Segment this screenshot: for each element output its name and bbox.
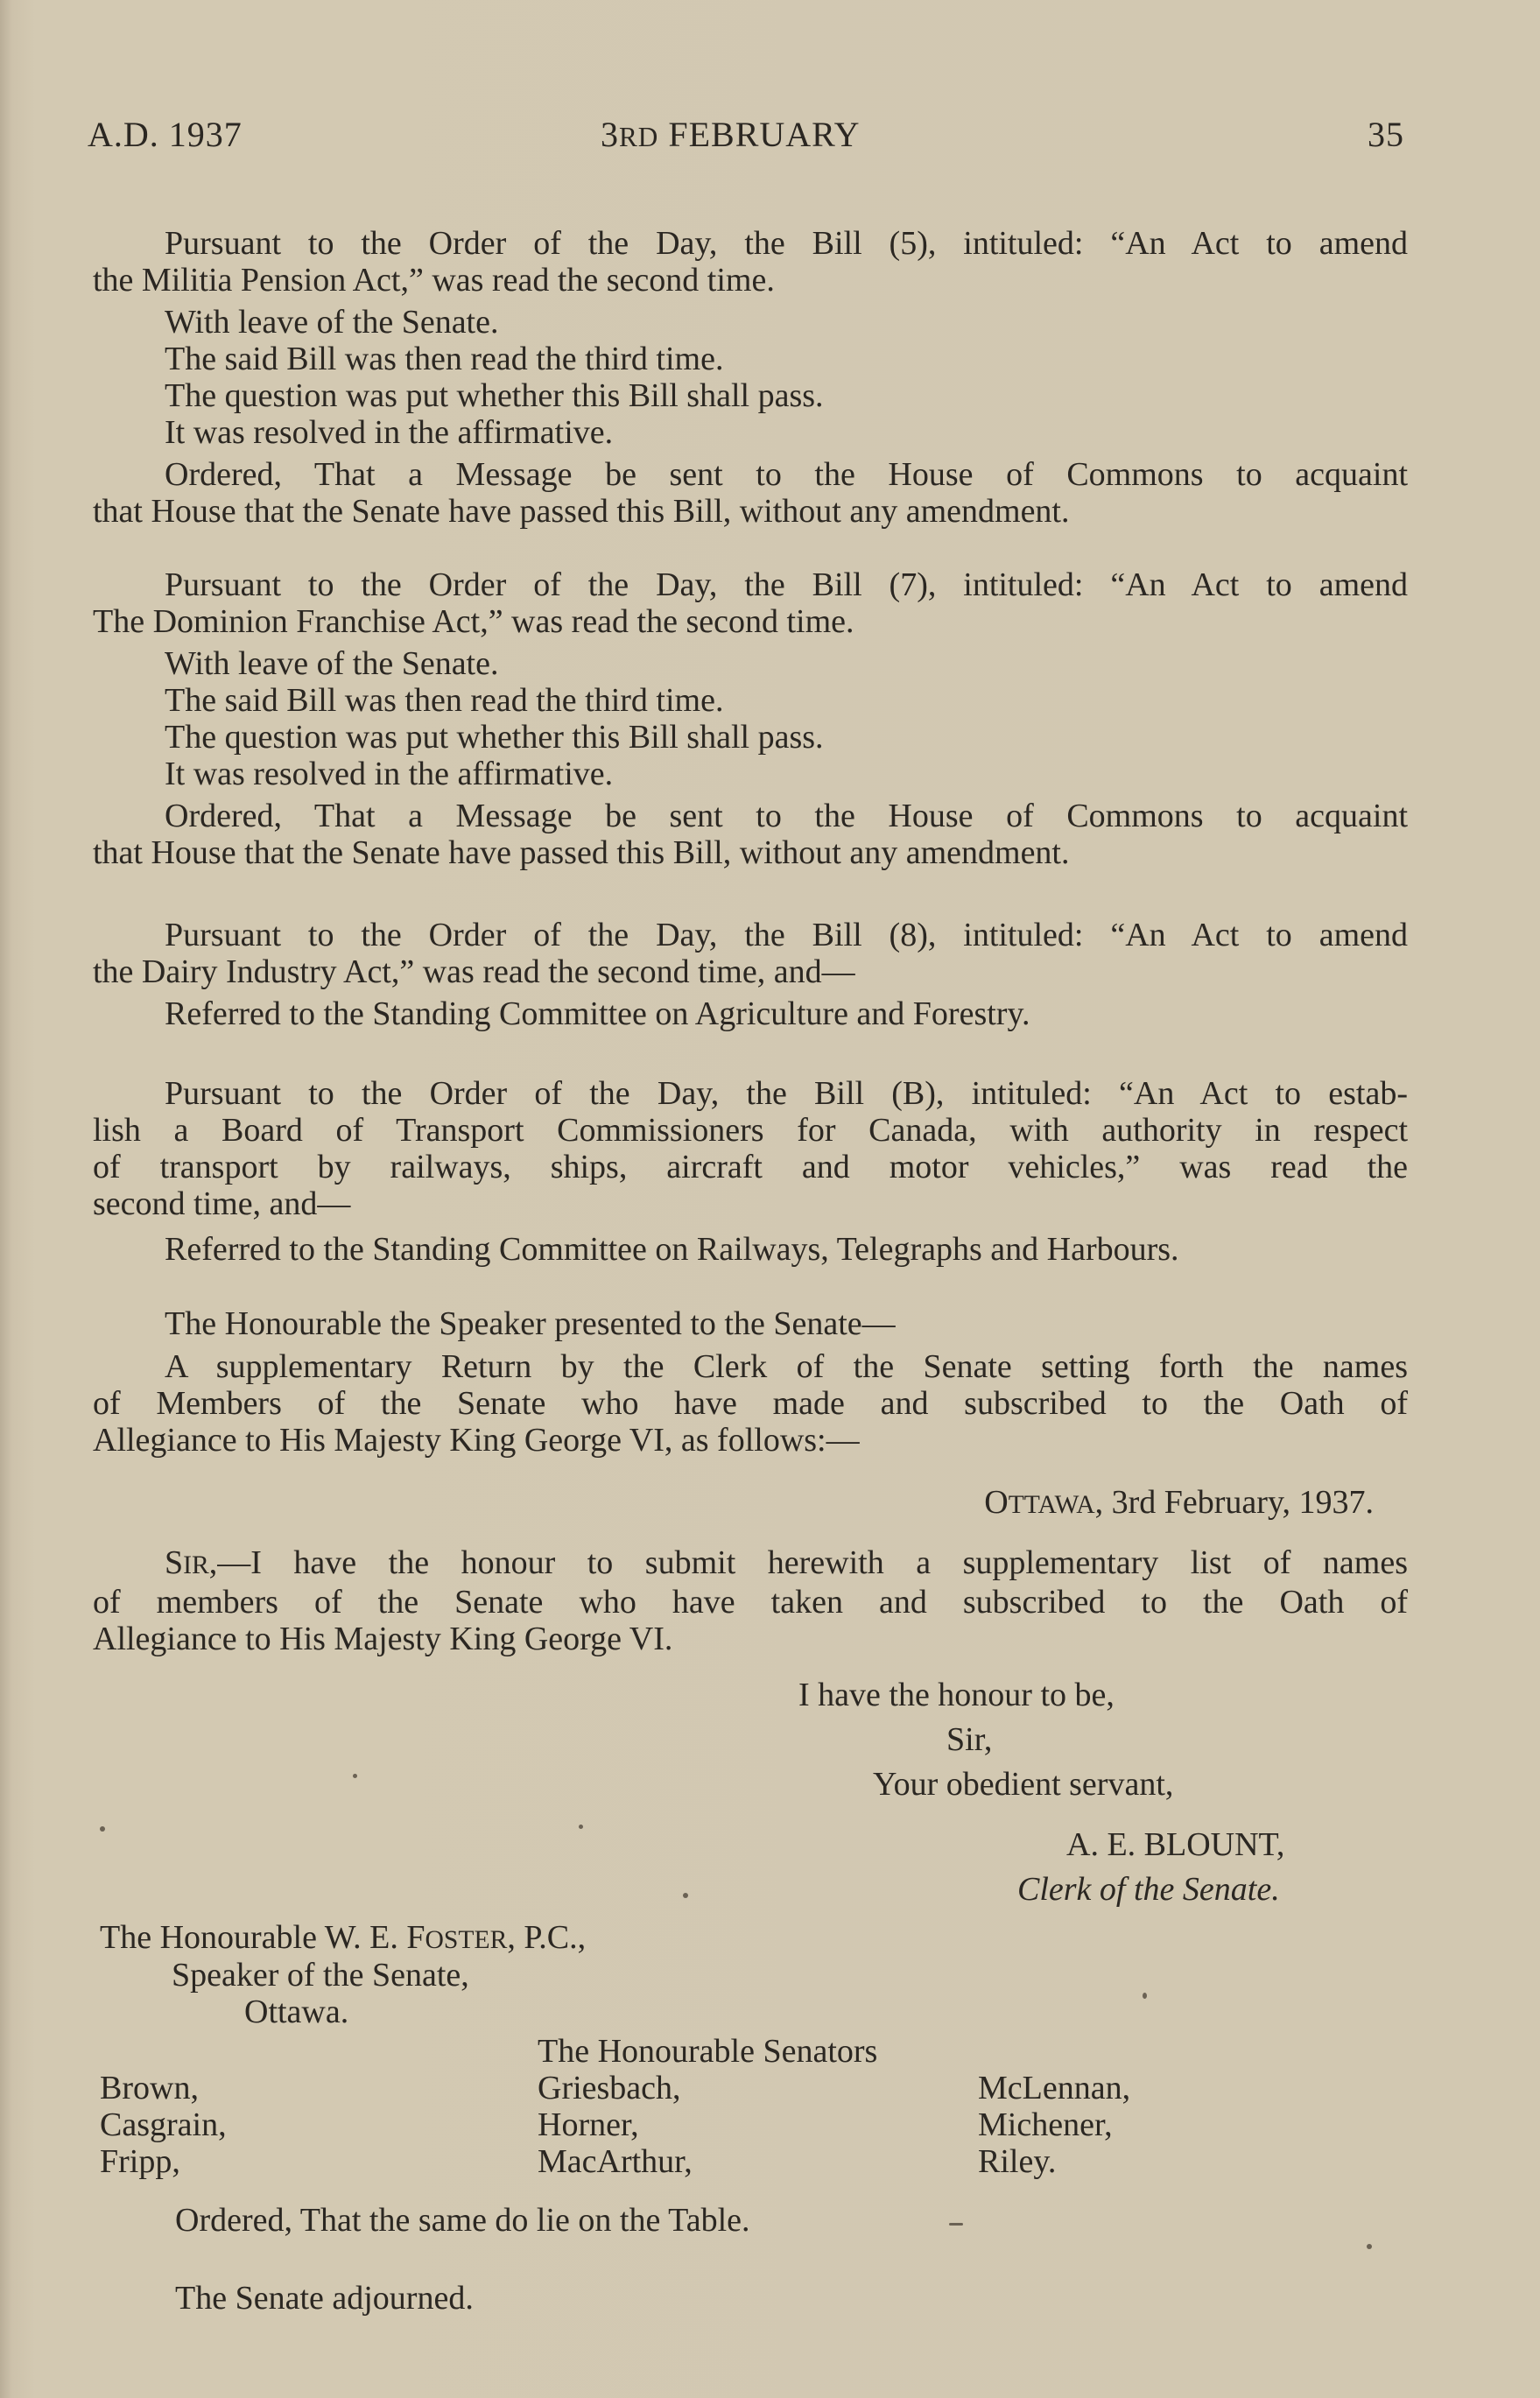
resolved-line: It was resolved in the affirmative. xyxy=(165,414,614,451)
senator-name: McLennan, xyxy=(978,2070,1131,2106)
paper-speck xyxy=(100,1826,105,1832)
table-order: Ordered, That the same do lie on the Table. xyxy=(175,2202,750,2239)
adjournment: The Senate adjourned. xyxy=(175,2280,474,2317)
leave-line: With leave of the Senate. xyxy=(165,645,499,682)
senator-name: Michener, xyxy=(978,2106,1113,2143)
header-year: A.D. 1937 xyxy=(88,115,243,154)
senators-heading: The Honourable Senators xyxy=(538,2033,878,2070)
bill-b-paragraph: Pursuant to the Order of the Day, the Bill (B), intituled: “An Act to estab- lish a Board of Transport Commissioners for Canada, with authority in respect of transport by railways, ships, aircraft and motor vehicles,” was read the second time, and— xyxy=(93,1075,1408,1222)
senator-name: Riley. xyxy=(978,2143,1057,2180)
senator-name: MacArthur, xyxy=(538,2143,693,2180)
committee-referral: Referred to the Standing Committee on Agriculture and Forestry. xyxy=(165,995,1030,1032)
bill-5-paragraph: Pursuant to the Order of the Day, the Bill (5), intituled: “An Act to amend the Militia Pension Act,” was read the second time. xyxy=(93,225,1408,299)
letter-dateline: OTTAWA, 3rd February, 1937. xyxy=(984,1484,1374,1521)
letter-closing-sir: Sir, xyxy=(946,1721,993,1758)
paper-speck xyxy=(949,2223,963,2226)
letter-body: SIR,—I have the honour to submit herewith a supplementary list of names of members of the Senate who have taken and subscribed to the Oath of Allegiance to His Majesty King George VI. xyxy=(93,1544,1408,1657)
signer-title: Clerk of the Senate. xyxy=(1017,1871,1280,1908)
message-order: Ordered, That a Message be sent to the House of Commons to acquaint that House that the Senate have passed this Bill, without any amendment. xyxy=(93,456,1408,530)
bill-7-paragraph: Pursuant to the Order of the Day, the Bill (7), intituled: “An Act to amend The Dominion Franchise Act,” was read the second time. xyxy=(93,566,1408,640)
supplementary-return: A supplementary Return by the Clerk of the Senate setting forth the names of Members of the Senate who have made and subscribed to the Oath of Allegiance to His Majesty King George VI, as follows:— xyxy=(93,1348,1408,1459)
third-reading-line: The said Bill was then read the third time. xyxy=(165,341,724,377)
letter-closing-servant: Your obedient servant, xyxy=(873,1766,1174,1803)
page-number: 35 xyxy=(1368,115,1404,154)
letter-closing: I have the honour to be, xyxy=(798,1677,1115,1713)
paper-speck xyxy=(353,1774,357,1778)
header-date: 3RD FEBRUARY xyxy=(601,115,861,154)
question-line: The question was put whether this Bill shall pass. xyxy=(165,377,824,414)
leave-line: With leave of the Senate. xyxy=(165,304,499,341)
addressee: The Honourable W. E. FOSTER, P.C., xyxy=(100,1919,587,1956)
paper-speck xyxy=(683,1893,688,1898)
paper-speck xyxy=(1367,2244,1372,2249)
paper-speck xyxy=(579,1825,583,1829)
committee-referral: Referred to the Standing Committee on Railways, Telegraphs and Harbours. xyxy=(165,1231,1179,1268)
signer-name: A. E. BLOUNT, xyxy=(1066,1826,1285,1863)
senator-name: Casgrain, xyxy=(100,2106,227,2143)
senator-name: Griesbach, xyxy=(538,2070,681,2106)
third-reading-line: The said Bill was then read the third time. xyxy=(165,682,724,719)
question-line: The question was put whether this Bill shall pass. xyxy=(165,719,824,756)
senator-name: Brown, xyxy=(100,2070,199,2106)
message-order: Ordered, That a Message be sent to the House of Commons to acquaint that House that the Senate have passed this Bill, without any amendment. xyxy=(93,798,1408,871)
resolved-line: It was resolved in the affirmative. xyxy=(165,756,614,792)
bill-8-paragraph: Pursuant to the Order of the Day, the Bill (8), intituled: “An Act to amend the Dairy Industry Act,” was read the second time, and— xyxy=(93,917,1408,990)
senator-name: Horner, xyxy=(538,2106,639,2143)
paper-speck xyxy=(1143,1993,1147,1999)
senator-name: Fripp, xyxy=(100,2143,180,2180)
addressee-city: Ottawa. xyxy=(244,1994,349,2030)
speaker-presented: The Honourable the Speaker presented to the Senate— xyxy=(165,1305,896,1342)
addressee-office: Speaker of the Senate, xyxy=(172,1957,469,1994)
